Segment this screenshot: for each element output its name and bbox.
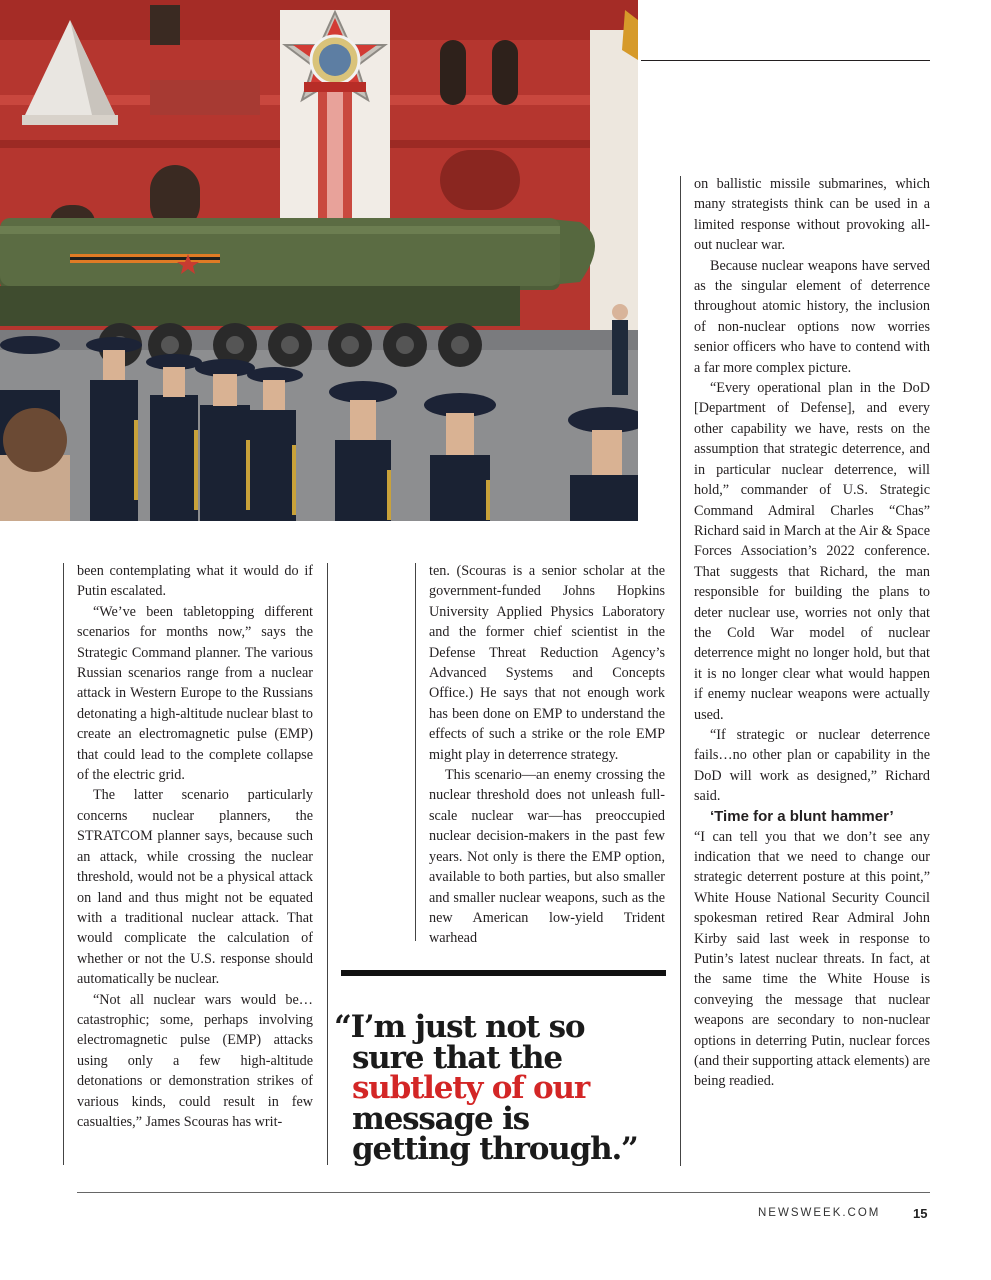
parade-photo — [0, 0, 638, 521]
paragraph: “We’ve been tabletopping different scenarios for months now,” says the Strategic Command planner. The various Russian scenarios range from a nuclear attack in Western Europe to the Russians detonating a high-altitude nuclear blast to create an electromagnetic pulse (EMP) that could lead to the complete collapse of the electric grid. — [77, 603, 313, 784]
column-rule — [415, 563, 416, 941]
footer-site-name: NEWSWEEK.COM — [758, 1207, 881, 1219]
article-column-1 — [77, 561, 313, 1132]
pullquote — [334, 1009, 664, 1167]
pullquote-rule — [341, 970, 666, 976]
paragraph: ten. (Scouras is a senior scholar at the government-funded Johns Hopkins University Applied Physics Laboratory and the former chief scientist in the Defense Threat Reduction Agency’s Advanced Systems and Concepts Office.) He says that not enough work has been done on EMP to understand the effects of such a strike or the role EMP might play in deterrence strategy. — [429, 563, 665, 763]
paragraph: “I can tell you that we don’t see any indication that we need to change our strategic deterrent posture at this point,” White House National Security Council spokesman retired Rear Admiral John Kirby said last week in response to Putin’s latest nuclear threats. In fact, at the same time the White House is conveying the message that nuclear weapons are secondary to non-nuclear options in deterring Putin, nuclear forces (and their supporting attack elements) are being readied. — [694, 828, 930, 1090]
paragraph: Because nuclear weapons have served as the singular element of deterrence throughout atomic history, the inclusion of non-nuclear options now worries senior officers who have to contend with a far more complex picture. — [694, 257, 930, 376]
column-rule — [327, 563, 328, 1165]
header-rule — [641, 60, 930, 61]
paragraph: “If strategic or nuclear deterrence fails…no other plan or capability in the DoD will work as designed,” Richard said. — [694, 726, 930, 805]
paragraph: The latter scenario particularly concerns nuclear planners, the STRATCOM planner says, because such an attack, while crossing the nuclear threshold, would not be a physical attack on land and thus might not be equated with a traditional nuclear attack. That would complicate the calculation of whether or not the U.S. response should automatically be nuclear. — [77, 787, 313, 988]
section-subhead: ‘Time for a blunt hammer’ — [710, 807, 894, 825]
pullquote-highlight: subtlety of our — [352, 1070, 589, 1106]
paragraph: This scenario—an enemy crossing the nuclear threshold does not unleash full-scale nuclear war—has preoccupied nuclear decision-makers in the past few years. Not only is there the EMP option, available to both parties, but also smaller and smaller nuclear weapons, such as the new American low-yield Trident warhead — [429, 767, 665, 947]
column-rule — [63, 563, 64, 1165]
pullquote-line: message is — [352, 1100, 529, 1137]
page-number: 15 — [913, 1206, 928, 1221]
column-rule — [680, 176, 681, 1166]
paragraph: on ballistic missile submarines, which many strategists think can be used in a limited response without provoking all-out nuclear war. — [694, 176, 930, 254]
paragraph: been contemplating what it would do if Putin escalated. — [77, 563, 313, 600]
paragraph: “Every operational plan in the DoD [Department of Defense], and every other capability we have, rests on the assumption that strategic deterrence, and in particular nuclear deterrence, will hold,” commander of U.S. Strategic Command Admiral Charles “Chas” Richard said in March at the Air & Space Forces Association’s 2022 conference. That suggests that Richard, the man responsible for building the plans to deter nuclear use, worries not only that the Cold War model of nuclear deterrence might no longer hold, but that it is no longer clear what would happen if enemy nuclear weapons were actually used. — [694, 380, 930, 723]
pullquote-line: getting through.” — [352, 1131, 638, 1167]
pullquote-line: “I’m just not so — [334, 1009, 585, 1045]
pullquote-line: sure that the — [352, 1039, 562, 1076]
footer-rule — [77, 1192, 930, 1193]
article-column-3 — [694, 174, 930, 1092]
article-column-2 — [429, 561, 665, 949]
paragraph: “Not all nuclear wars would be…catastrophic; some, perhaps involving electromagnetic pulse (EMP) attacks using only a few high-altitude detonations or demonstration strikes of various kinds, could result in few casualties,” James Scouras has writ- — [77, 991, 313, 1130]
